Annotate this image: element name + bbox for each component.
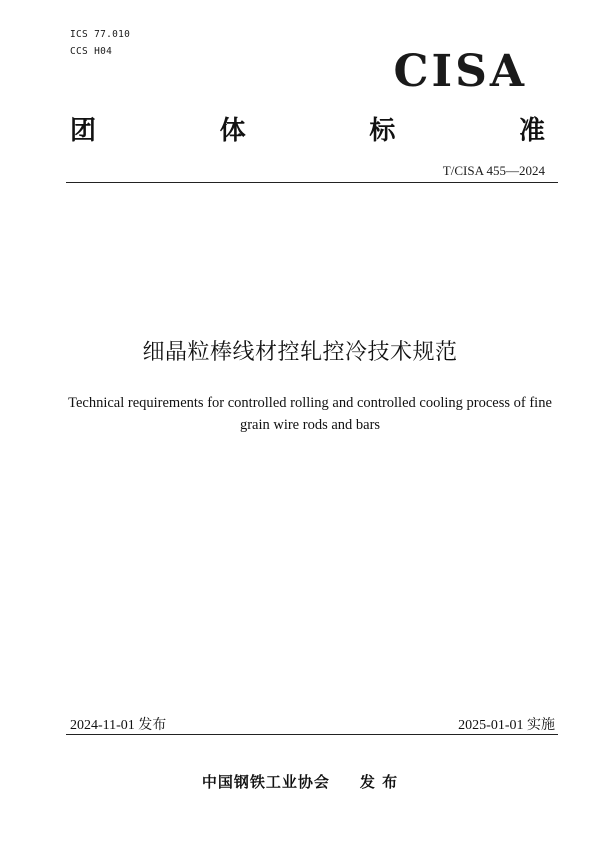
publisher-line: [0, 771, 600, 792]
implementation-date: 2025-01-01 实施: [458, 718, 555, 733]
ccs-code: CCS H04: [70, 46, 113, 57]
publish-label: 发 布: [359, 773, 399, 791]
standard-type-char: 准: [518, 116, 545, 146]
bottom-divider: [66, 734, 558, 735]
ics-code: ICS 77.010: [70, 29, 131, 40]
standard-type-char: 标: [369, 116, 396, 146]
chinese-title: 细晶粒棒线材控轧控冷技术规范: [142, 340, 458, 365]
english-title: Technical requirements for controlled rolling and controlled cooling process of fine grain wire rods and bars: [68, 395, 552, 433]
standard-type-heading: [70, 118, 545, 144]
standard-type-char: 团: [70, 116, 97, 146]
standard-type-char: 体: [219, 116, 246, 146]
top-divider: [66, 182, 558, 183]
publisher-name: 中国钢铁工业协会: [201, 773, 330, 791]
release-date: 2024-11-01 发布: [70, 718, 167, 733]
cisa-logo: CISA: [393, 46, 527, 97]
standard-number: T/CISA 455—2024: [442, 163, 545, 178]
